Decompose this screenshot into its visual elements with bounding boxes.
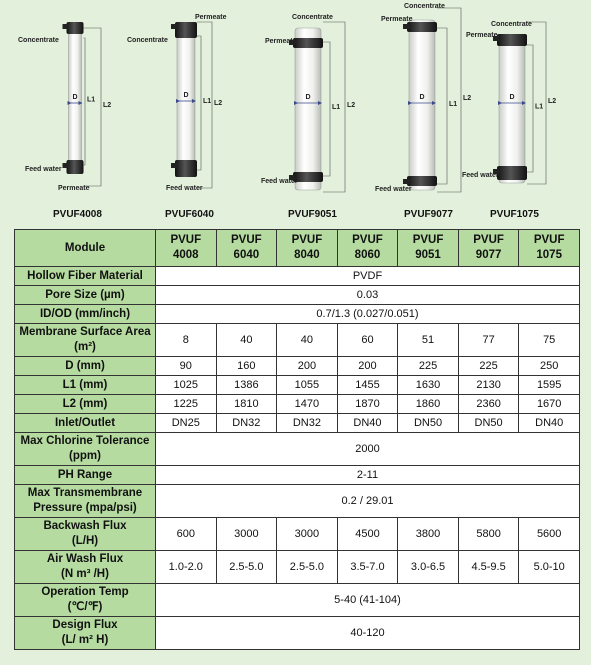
- row-label: L1 (mm): [15, 376, 156, 395]
- value-cell: 1860: [398, 395, 459, 414]
- value-cell: 3.5-7.0: [337, 551, 398, 584]
- table-row: [15, 551, 580, 584]
- value-cell: 200: [277, 357, 338, 376]
- top-side-port: [403, 24, 409, 29]
- merged-value-cell: 40-120: [156, 617, 580, 650]
- top-end-cap: [293, 38, 323, 48]
- value-cell: 200: [337, 357, 398, 376]
- value-cell: DN50: [458, 414, 519, 433]
- value-cell: 2360: [458, 395, 519, 414]
- concentrate-label: Concentrate: [127, 37, 168, 44]
- row-label: Air Wash Flux (N m³ /H): [15, 551, 156, 584]
- permeate-label: Permeate: [265, 38, 297, 45]
- table-row: [15, 518, 580, 551]
- row-label: Inlet/Outlet: [15, 414, 156, 433]
- table-row: [15, 433, 580, 466]
- model-header: PVUF 1075: [519, 230, 580, 267]
- row-label: Hollow Fiber Material: [15, 267, 156, 286]
- l2-label: L2: [548, 98, 557, 105]
- value-cell: 40: [216, 324, 277, 357]
- row-label: PH Range: [15, 466, 156, 485]
- value-cell: 1670: [519, 395, 580, 414]
- bottom-end-cap: [407, 176, 437, 186]
- model-caption: PVUF9051: [288, 209, 337, 220]
- concentrate-label: Concentrate: [491, 21, 532, 28]
- merged-value-cell: 5-40 (41-104): [156, 584, 580, 617]
- row-label: Operation Temp (℃/℉): [15, 584, 156, 617]
- value-cell: 77: [458, 324, 519, 357]
- value-cell: 1455: [337, 376, 398, 395]
- header-row: [15, 230, 580, 267]
- merged-value-cell: 0.2 / 29.01: [156, 485, 580, 518]
- model-header: PVUF 9051: [398, 230, 459, 267]
- value-cell: 1870: [337, 395, 398, 414]
- value-cell: 2.5-5.0: [216, 551, 277, 584]
- value-cell: 160: [216, 357, 277, 376]
- value-cell: 1386: [216, 376, 277, 395]
- value-cell: 600: [156, 518, 217, 551]
- value-cell: 3.0-6.5: [398, 551, 459, 584]
- l1-bracket: [197, 36, 201, 170]
- bottom-end-cap: [175, 160, 197, 177]
- value-cell: 225: [458, 357, 519, 376]
- row-label: Pore Size (µm): [15, 286, 156, 305]
- membrane-tube: [499, 38, 525, 183]
- l2-bracket: [437, 8, 461, 192]
- bottom-end-cap: [497, 166, 527, 180]
- top-end-cap: [407, 22, 437, 32]
- value-cell: 1595: [519, 376, 580, 395]
- top-end-cap: [175, 22, 197, 38]
- value-cell: 1470: [277, 395, 338, 414]
- table-row: [15, 584, 580, 617]
- d-label: D: [72, 94, 78, 101]
- value-cell: 1025: [156, 376, 217, 395]
- l1-bracket: [437, 28, 447, 184]
- merged-value-cell: 0.7/1.3 (0.027/0.051): [156, 305, 580, 324]
- model-header: PVUF 8060: [337, 230, 398, 267]
- d-label: D: [183, 92, 189, 99]
- value-cell: DN32: [216, 414, 277, 433]
- table-row: [15, 357, 580, 376]
- value-cell: 90: [156, 357, 217, 376]
- value-cell: 3800: [398, 518, 459, 551]
- concentrate-label: Concentrate: [292, 14, 333, 21]
- table-row: [15, 485, 580, 518]
- model-caption: PVUF1075: [490, 209, 539, 220]
- l1-label: L1: [449, 101, 458, 108]
- bottom-side-port: [403, 179, 409, 184]
- permeate-label: Permeate: [466, 32, 498, 39]
- value-cell: DN40: [519, 414, 580, 433]
- value-cell: 51: [398, 324, 459, 357]
- feed-water-label: Feed water: [462, 172, 499, 179]
- membrane-tube: [177, 26, 195, 175]
- feed-water-label: Feed water: [261, 178, 298, 185]
- value-cell: 1.0-2.0: [156, 551, 217, 584]
- value-cell: 1055: [277, 376, 338, 395]
- l1-label: L1: [87, 96, 96, 104]
- table-row: [15, 324, 580, 357]
- l2-label: L2: [463, 95, 472, 102]
- top-side-port: [63, 24, 69, 29]
- permeate-label: Permeate: [58, 185, 90, 192]
- model-header: PVUF 8040: [277, 230, 338, 267]
- bottom-side-port: [171, 163, 177, 168]
- model-header: PVUF 9077: [458, 230, 519, 267]
- feed-water-label: Feed water: [375, 186, 412, 193]
- l2-bracket: [197, 22, 212, 188]
- top-side-port: [171, 24, 177, 29]
- table-row: [15, 305, 580, 324]
- membrane-diagram: [0, 0, 591, 228]
- value-cell: 1630: [398, 376, 459, 395]
- value-cell: DN50: [398, 414, 459, 433]
- value-cell: 5800: [458, 518, 519, 551]
- l1-bracket: [527, 45, 533, 172]
- row-label: Max Chlorine Tolerance (ppm): [15, 433, 156, 466]
- permeate-label: Permeate: [195, 14, 227, 21]
- l1-bracket: [323, 42, 330, 176]
- row-label: L2 (mm): [15, 395, 156, 414]
- table-row: [15, 617, 580, 650]
- merged-value-cell: PVDF: [156, 267, 580, 286]
- value-cell: 3000: [216, 518, 277, 551]
- concentrate-label: Concentrate: [404, 3, 445, 10]
- merged-value-cell: 0.03: [156, 286, 580, 305]
- table-row: [15, 267, 580, 286]
- l1-label: L1: [203, 98, 212, 105]
- value-cell: 2130: [458, 376, 519, 395]
- row-label: ID/OD (mm/inch): [15, 305, 156, 324]
- l2-label: L2: [103, 102, 112, 109]
- top-end-cap: [67, 22, 84, 34]
- model-caption: PVUF9077: [404, 209, 453, 220]
- table-row: [15, 395, 580, 414]
- l2-label: L2: [214, 100, 223, 107]
- value-cell: DN32: [277, 414, 338, 433]
- value-cell: DN25: [156, 414, 217, 433]
- membrane-tube: [409, 20, 435, 190]
- l1-bracket: [84, 38, 86, 165]
- row-label: Backwash Flux (L/H): [15, 518, 156, 551]
- table-row: [15, 466, 580, 485]
- module-header: Module: [15, 230, 156, 267]
- value-cell: 60: [337, 324, 398, 357]
- model-header: PVUF 4008: [156, 230, 217, 267]
- l2-bracket: [84, 28, 102, 186]
- permeate-label: Permeate: [381, 16, 413, 23]
- value-cell: 5.0-10: [519, 551, 580, 584]
- value-cell: 225: [398, 357, 459, 376]
- value-cell: 250: [519, 357, 580, 376]
- concentrate-label: Concentrate: [18, 37, 59, 44]
- merged-value-cell: 2000: [156, 433, 580, 466]
- table-row: [15, 376, 580, 395]
- feed-water-label: Feed water: [25, 166, 62, 173]
- value-cell: 8: [156, 324, 217, 357]
- row-label: D (mm): [15, 357, 156, 376]
- value-cell: DN40: [337, 414, 398, 433]
- row-label: Max Transmembrane Pressure (mpa/psi): [15, 485, 156, 518]
- merged-value-cell: 2-11: [156, 466, 580, 485]
- membrane-tube: [295, 28, 321, 190]
- table-row: [15, 286, 580, 305]
- row-label: Design Flux (L/ m² H): [15, 617, 156, 650]
- value-cell: 1225: [156, 395, 217, 414]
- value-cell: 5600: [519, 518, 580, 551]
- value-cell: 3000: [277, 518, 338, 551]
- value-cell: 2.5-5.0: [277, 551, 338, 584]
- spec-table: [14, 229, 580, 650]
- model-header: PVUF 6040: [216, 230, 277, 267]
- feed-water-label: Feed water: [166, 185, 203, 192]
- d-label: D: [419, 94, 425, 101]
- value-cell: 40: [277, 324, 338, 357]
- value-cell: 75: [519, 324, 580, 357]
- model-caption: PVUF4008: [53, 209, 102, 220]
- l1-label: L1: [332, 104, 341, 111]
- table-row: [15, 414, 580, 433]
- value-cell: 4.5-9.5: [458, 551, 519, 584]
- l1-label: L1: [535, 103, 544, 111]
- d-label: D: [305, 94, 311, 101]
- d-label: D: [509, 94, 515, 101]
- bottom-end-cap: [67, 160, 84, 174]
- value-cell: 4500: [337, 518, 398, 551]
- bottom-side-port: [63, 163, 69, 168]
- row-label: Membrane Surface Area (m²): [15, 324, 156, 357]
- value-cell: 1810: [216, 395, 277, 414]
- l2-label: L2: [347, 102, 356, 109]
- model-caption: PVUF6040: [165, 209, 214, 220]
- top-end-cap: [497, 34, 527, 46]
